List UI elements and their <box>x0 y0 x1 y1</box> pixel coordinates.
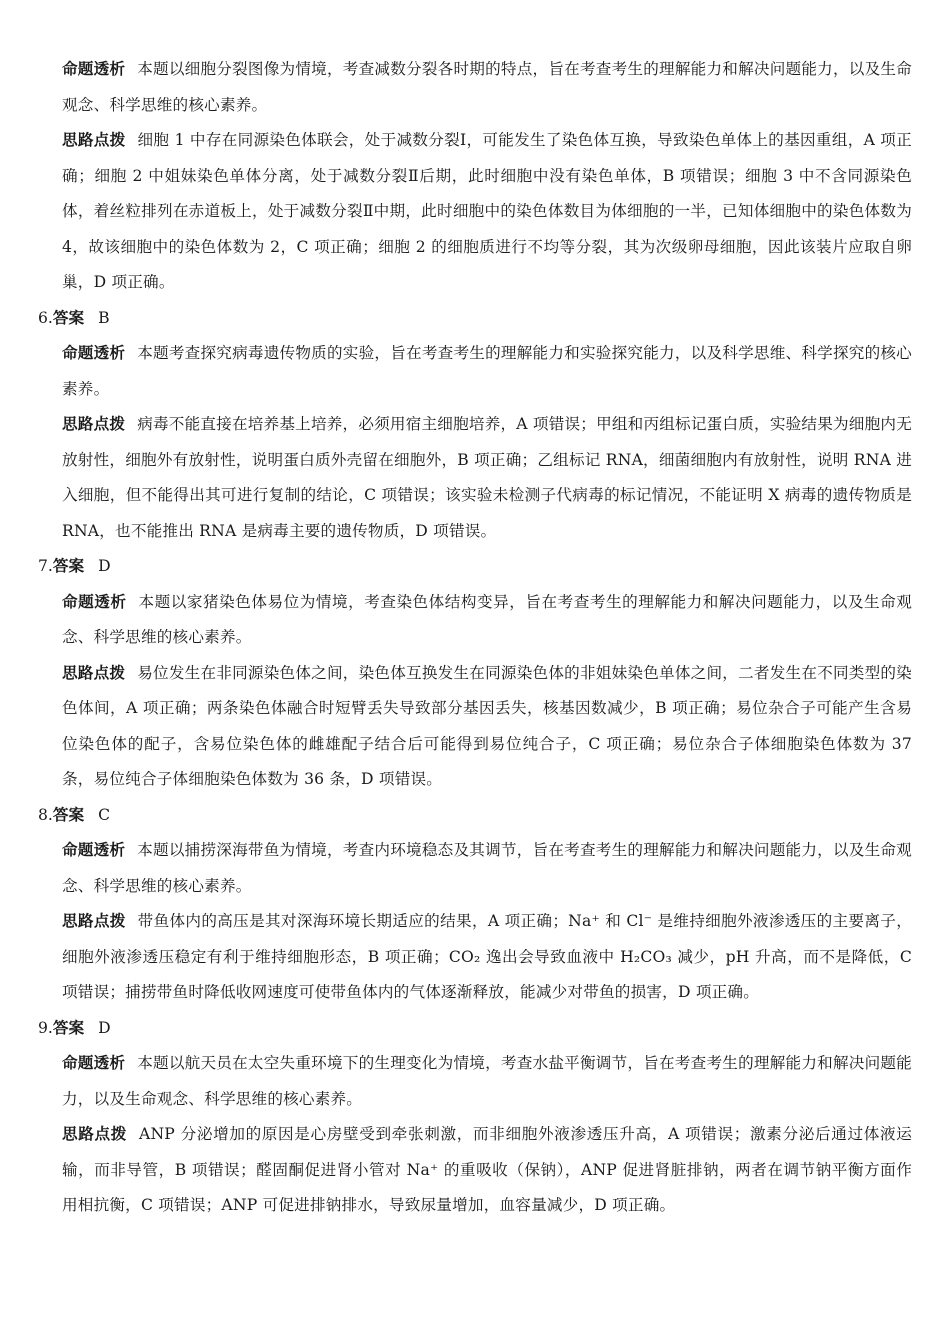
question-number: 6. <box>38 308 53 327</box>
question-number: 8. <box>38 805 53 824</box>
analysis-text: 本题以细胞分裂图像为情境，考查减数分裂各时期的特点，旨在考查考生的理解能力和解决问题能力，以及生命观念、科学思维的核心素养。 <box>62 60 912 114</box>
solution-text: 易位发生在非同源染色体之间，染色体互换发生在同源染色体的非姐妹染色单体之间，二者发生在不同类型的染色体间，A 项正确；两条染色体融合时短臂丢失导致部分基因丢失，核基因数减少，B 项正确；易位杂合子可能产生含易位染色体的配子，含易位染色体的雌雄配子结合后可能得到易位纯合子，C 项正确；易位杂合子体细胞染色体数为 37 条，易位纯合子体细胞染色体数为 36 条，D 项错误。 <box>62 663 912 788</box>
item-7-analysis <box>62 585 912 656</box>
answer-label: 答案 <box>52 557 85 575</box>
solution-text: 带鱼体内的高压是其对深海环境长期适应的结果，A 项正确；Na⁺ 和 Cl⁻ 是维持细胞外液渗透压的主要离子，细胞外液渗透压稳定有利于维持细胞形态，B 项正确；CO₂ 逸出会导致血液中 H₂CO₃ 减少，pH 升高，而不是降低，C 项错误；捕捞带鱼时降低收网速度可使带鱼体内的气体逐渐释放，能减少对带鱼的损害，D 项正确。 <box>62 912 912 1001</box>
solution-label: 思路点拨 <box>62 1125 127 1143</box>
item-7-answer <box>38 549 912 585</box>
answer-value: D <box>98 1018 111 1037</box>
item-5-solution <box>62 123 912 301</box>
analysis-text: 本题以家猪染色体易位为情境，考查染色体结构变异，旨在考查考生的理解能力和解决问题能力，以及生命观念、科学思维的核心素养。 <box>62 592 912 646</box>
solution-label: 思路点拨 <box>62 415 126 433</box>
item-5-analysis <box>62 52 912 123</box>
question-number: 7. <box>38 557 53 575</box>
analysis-label: 命题透析 <box>62 592 127 611</box>
solution-text: 病毒不能直接在培养基上培养，必须用宿主细胞培养，A 项错误；甲组和丙组标记蛋白质，实验结果为细胞内无放射性，细胞外有放射性，说明蛋白质外壳留在细胞外，B 项正确；乙组标记 RNA，细菌细胞内有放射性，说明 RNA 进入细胞，但不能得出其可进行复制的结论，C 项错误；该实验未检测子代病毒的标记情况，不能证明 X 病毒的遗传物质是 RNA，也不能推出 RNA 是病毒主要的遗传物质，D 项错误。 <box>62 415 912 540</box>
answer-value: C <box>98 805 111 824</box>
analysis-label: 命题透析 <box>62 344 126 362</box>
answer-value: B <box>98 308 110 327</box>
solution-label: 思路点拨 <box>62 663 126 682</box>
item-9-solution <box>62 1117 912 1224</box>
item-7-solution <box>62 656 912 798</box>
item-9-answer <box>38 1011 912 1047</box>
analysis-text: 本题以航天员在太空失重环境下的生理变化为情境，考查水盐平衡调节，旨在考查考生的理解能力和解决问题能力，以及生命观念、科学思维的核心素养。 <box>62 1054 912 1108</box>
answer-label: 答案 <box>52 805 85 824</box>
solution-label: 思路点拨 <box>62 912 126 930</box>
item-8-answer <box>38 798 912 834</box>
analysis-text: 本题考查探究病毒遗传物质的实验，旨在考查考生的理解能力和实验探究能力，以及科学思维、科学探究的核心素养。 <box>62 344 912 398</box>
answer-label: 答案 <box>52 1018 85 1037</box>
analysis-label: 命题透析 <box>62 841 126 859</box>
solution-label: 思路点拨 <box>62 131 126 149</box>
item-6-analysis <box>62 336 912 407</box>
answer-value: D <box>98 557 111 575</box>
analysis-text: 本题以捕捞深海带鱼为情境，考查内环境稳态及其调节，旨在考查考生的理解能力和解决问题能力，以及生命观念、科学思维的核心素养。 <box>62 841 912 895</box>
analysis-label: 命题透析 <box>62 1054 126 1072</box>
item-6-answer <box>38 301 912 337</box>
analysis-label: 命题透析 <box>62 60 126 78</box>
solution-text: 细胞 1 中存在同源染色体联会，处于减数分裂Ⅰ，可能发生了染色体互换，导致染色单体上的基因重组，A 项正确；细胞 2 中姐妹染色单体分离，处于减数分裂Ⅱ后期，此时细胞中没有染色单体，B 项错误；细胞 3 中不含同源染色体，着丝粒排列在赤道板上，处于减数分裂Ⅱ中期，此时细胞中的染色体数目为体细胞的一半，已知体细胞中的染色体数为 4，故该细胞中的染色体数为 2，C 项正确；细胞 2 的细胞质进行不均等分裂，其为次级卵母细胞，因此该装片应取自卵巢，D 项正确。 <box>62 131 912 291</box>
item-6-solution <box>62 407 912 549</box>
solution-text: ANP 分泌增加的原因是心房壁受到牵张刺激，而非细胞外液渗透压升高，A 项错误；激素分泌后通过体液运输，而非导管，B 项错误；醛固酮促进肾小管对 Na⁺ 的重吸收（保钠），ANP 促进肾脏排钠，两者在调节钠平衡方面作用相抗衡，C 项错误；ANP 可促进排钠排水，导致尿量增加，血容量减少，D 项正确。 <box>62 1125 912 1214</box>
item-8-analysis <box>62 833 912 904</box>
item-9-analysis <box>62 1046 912 1117</box>
answer-label: 答案 <box>52 308 85 327</box>
item-8-solution <box>62 904 912 1011</box>
question-number: 9. <box>38 1018 53 1037</box>
